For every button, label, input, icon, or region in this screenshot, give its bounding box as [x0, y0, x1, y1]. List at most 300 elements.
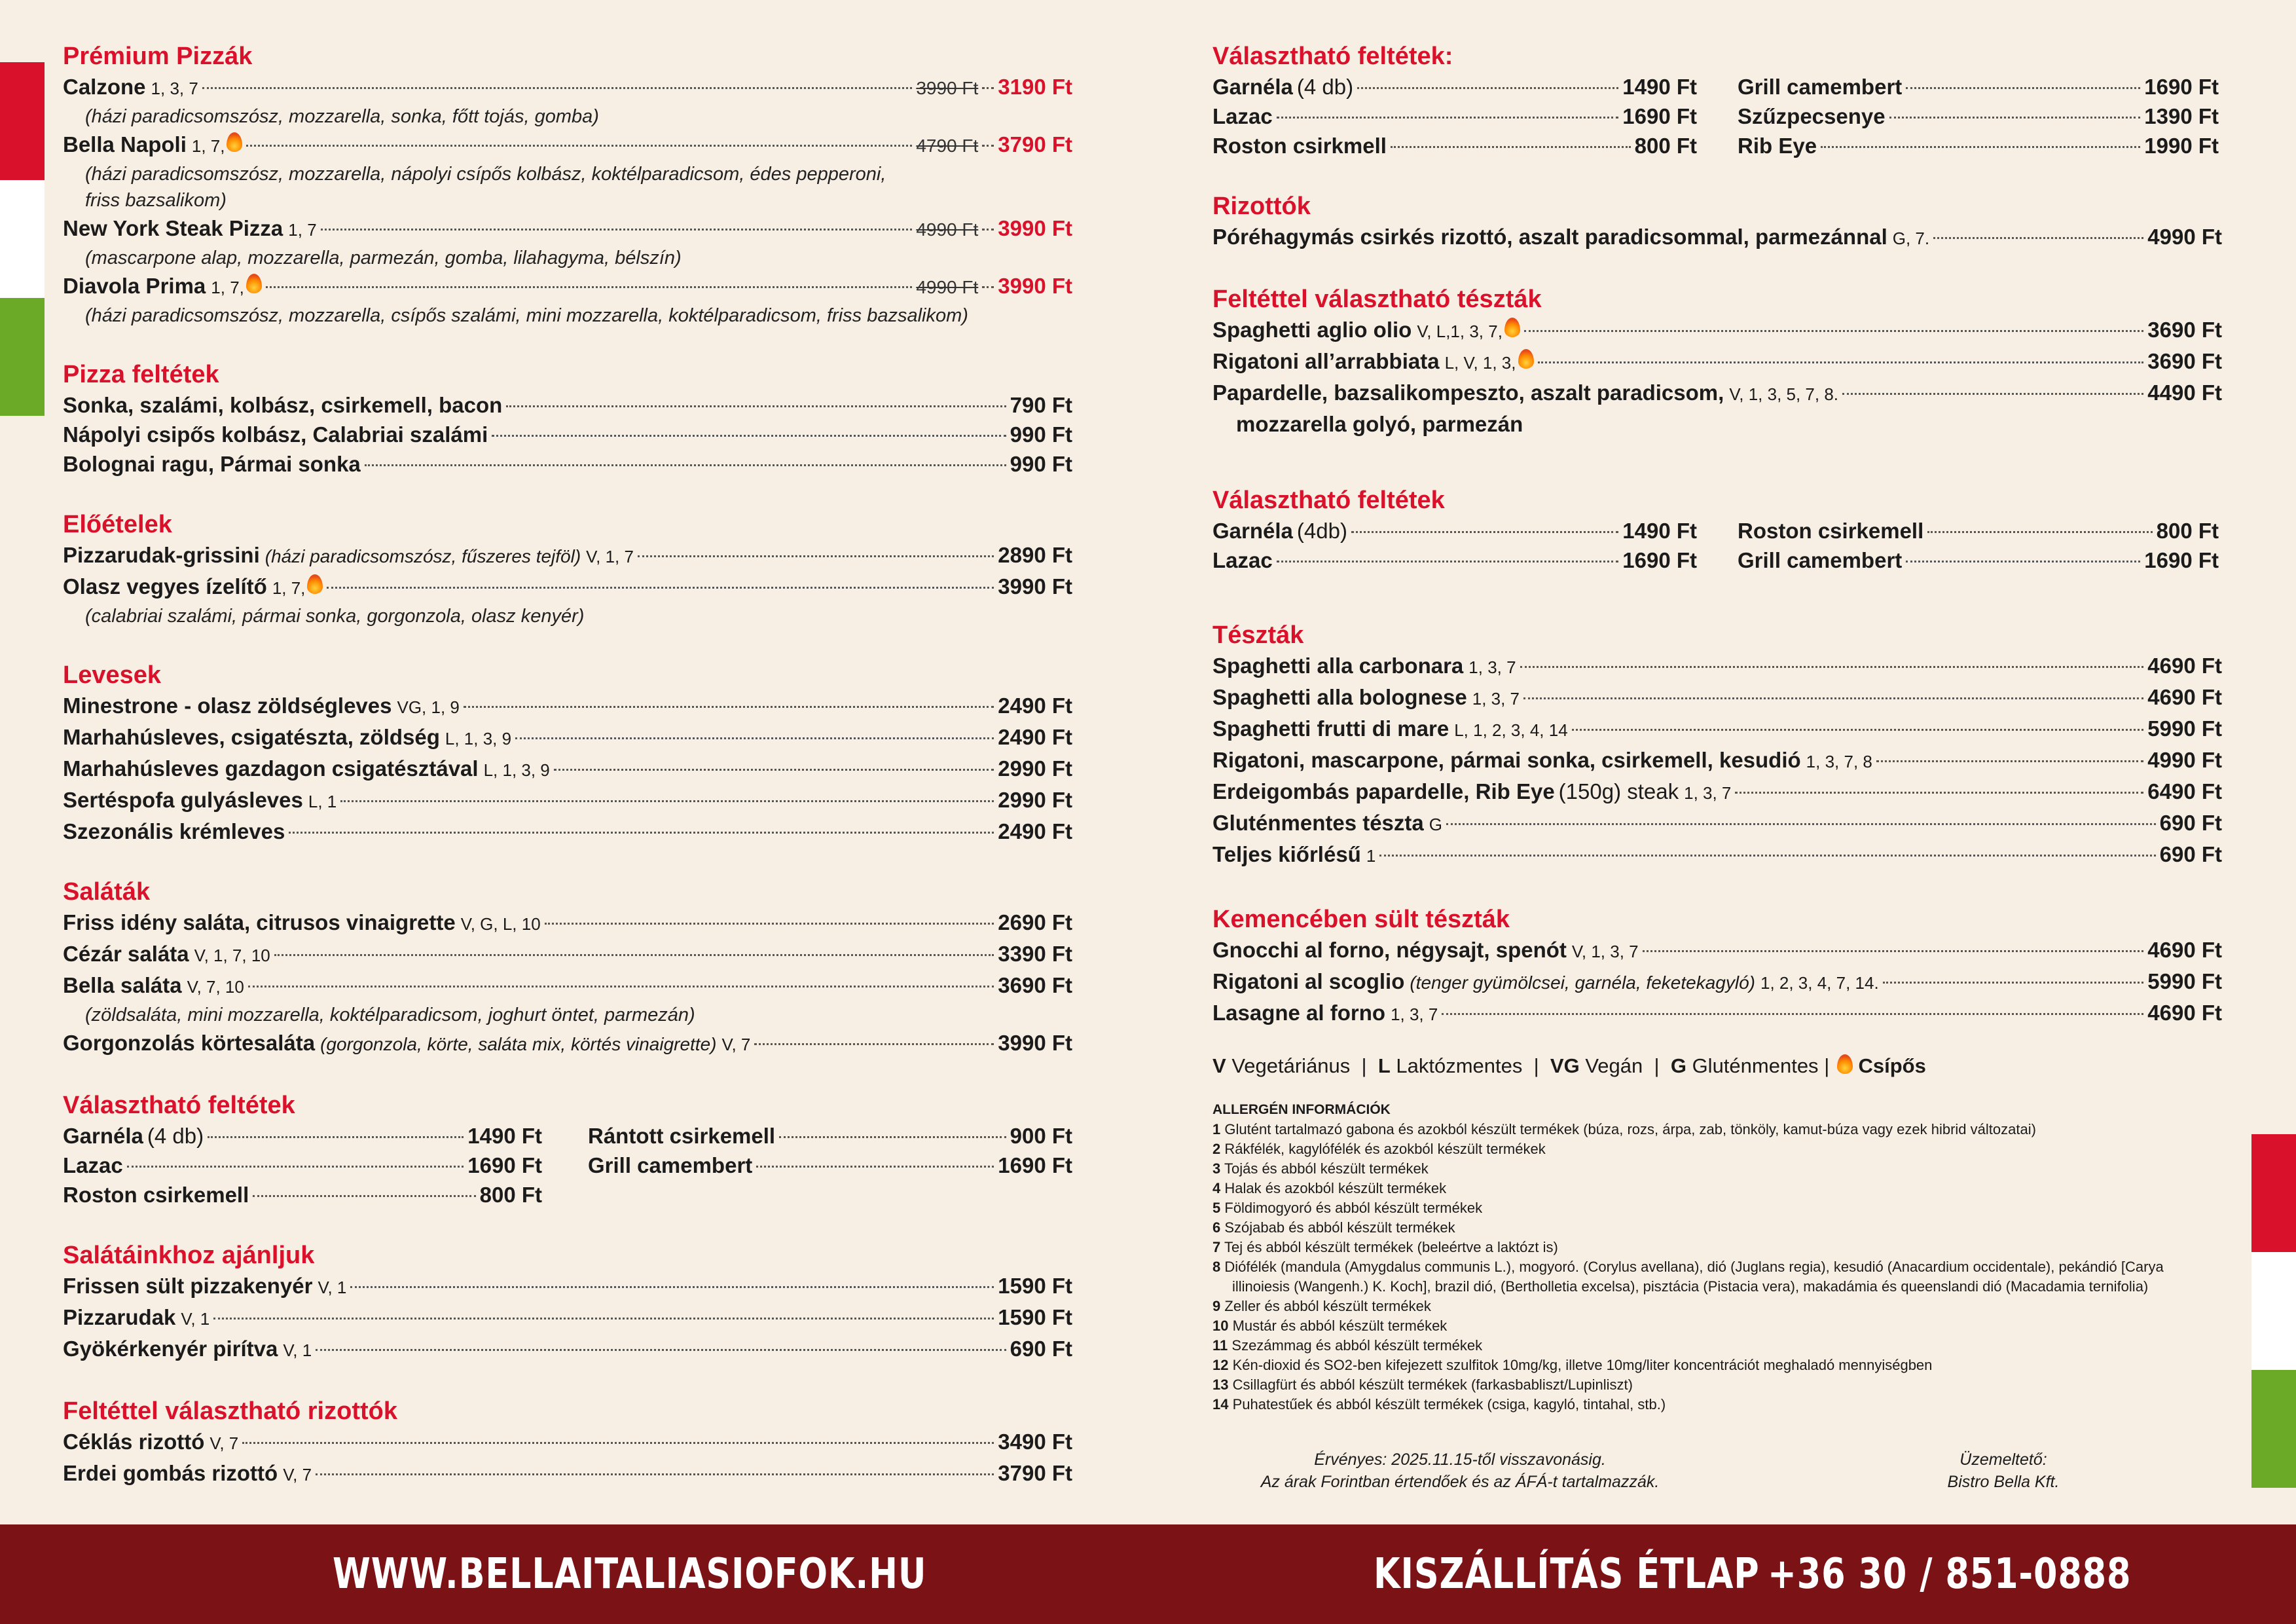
item-allergens: L, V, 1, 3, — [1444, 353, 1516, 373]
menu-item — [1212, 346, 2222, 378]
allergen-row — [1212, 1395, 2222, 1414]
dot-leader — [754, 1043, 994, 1045]
menu-item — [63, 1427, 1072, 1458]
allergen-info — [1212, 1100, 2222, 1414]
section-title: Előételek — [63, 511, 172, 538]
item-name: Gorgonzolás körtesaláta — [63, 1031, 316, 1055]
dot-leader — [127, 1166, 464, 1168]
item-note: (tenger gyümölcsei, garnéla, feketekagyló) — [1410, 972, 1755, 993]
validity-line: Az árak Forintban értendőek és az ÁFÁ-t tartalmazzák. — [1260, 1473, 1660, 1491]
legend-key: VG — [1550, 1054, 1580, 1077]
item-price: 3690 Ft — [2147, 349, 2222, 373]
allergen-text: Tojás és abból készült termékek — [1224, 1160, 1429, 1177]
allergen-number: 3 — [1212, 1160, 1221, 1177]
dot-leader — [1933, 237, 2143, 239]
menu-left-column — [63, 41, 1072, 1520]
legend-key: L — [1377, 1054, 1391, 1077]
item-portion: (4db) — [1296, 519, 1347, 543]
menu-item — [63, 72, 1072, 103]
dot-leader — [248, 986, 994, 987]
dot-leader — [1277, 117, 1619, 119]
item-name: Minestrone - olasz zöldségleves — [63, 693, 392, 718]
legend-label: Gluténmentes — [1692, 1054, 1819, 1077]
item-price: 3990 Ft — [998, 216, 1072, 240]
dot-leader — [982, 87, 994, 89]
section-extras-main — [1212, 41, 2222, 160]
item-price: 990 Ft — [1010, 422, 1072, 447]
dot-leader — [202, 87, 913, 89]
item-allergens: V, L,1, 3, 7, — [1417, 322, 1503, 341]
item-description: (házi paradicsomszósz, mozzarella, csípős szalámi, mini mozzarella, koktélparadicsom, friss bazsalikom) — [85, 305, 968, 326]
menu-item — [63, 271, 1072, 303]
dot-leader — [274, 954, 994, 956]
dot-leader — [1735, 792, 2143, 794]
menu-item — [63, 817, 1072, 846]
operator-label: Üzemeltető: — [1959, 1450, 2047, 1469]
allergen-row — [1212, 1297, 2222, 1316]
item-name: Bolognai ragu, Pármai sonka — [63, 452, 361, 476]
legend-label: Laktózmentes — [1396, 1054, 1523, 1077]
flag-white-band — [2251, 1252, 2296, 1370]
flag-red-band — [0, 62, 45, 180]
item-name: Roston csirkemell — [63, 1183, 249, 1207]
section-title: Választható feltétek — [1212, 487, 1445, 514]
allergen-row — [1212, 1218, 2222, 1238]
allergen-number: 5 — [1212, 1200, 1221, 1216]
item-name: Rigatoni al scoglio — [1212, 969, 1405, 993]
item-name: Calzone — [63, 75, 146, 99]
old-price: 3990 Ft — [916, 78, 979, 98]
allergen-number: 7 — [1212, 1239, 1221, 1255]
dot-leader — [266, 286, 912, 288]
item-name: Sonka, szalámi, kolbász, csirkemell, bacon — [63, 393, 503, 417]
dot-leader — [1351, 531, 1618, 533]
item-allergens: V, 1 — [283, 1340, 312, 1360]
legend-separator: | — [1824, 1054, 1830, 1077]
item-price: 2490 Ft — [998, 693, 1072, 718]
extras-grid — [63, 1121, 1072, 1209]
dot-leader — [327, 587, 994, 589]
item-allergens: 1, 3, 7, 8 — [1806, 752, 1872, 771]
item-note: (gorgonzola, körte, saláta mix, körtés vinaigrette) — [320, 1034, 717, 1054]
extras-column — [588, 1121, 1072, 1209]
menu-item — [1212, 651, 2222, 682]
website-link[interactable]: WWW.BELLAITALIASIOFOK.HU — [333, 1550, 927, 1598]
item-price: 4490 Ft — [2147, 380, 2222, 405]
delivery-menu-label: KISZÁLLÍTÁS ÉTLAP — [1374, 1550, 1760, 1598]
dot-leader — [1821, 146, 2140, 148]
item-portion: (150g) steak — [1558, 779, 1679, 803]
legend-separator: | — [1533, 1054, 1539, 1077]
item-price: 2990 Ft — [998, 756, 1072, 781]
legend-separator: | — [1654, 1054, 1660, 1077]
dot-leader — [1524, 330, 2143, 332]
dot-leader — [515, 737, 994, 739]
section-premium-pizzas — [63, 41, 1072, 329]
validity-note — [1218, 1449, 1702, 1493]
fire-icon — [227, 132, 242, 152]
fire-icon — [1518, 349, 1534, 369]
dot-leader — [1889, 117, 2141, 119]
section-risottos — [1212, 191, 2222, 253]
item-allergens: V, G, L, 10 — [460, 914, 541, 934]
item-description: (calabriai szalámi, pármai sonka, gorgonzola, olasz kenyér) — [85, 606, 585, 627]
item-name: Gluténmentes tészta — [1212, 811, 1424, 835]
menu-item — [1212, 777, 2222, 808]
allergen-row — [1212, 1120, 2222, 1139]
menu-item — [1212, 222, 2222, 253]
item-price: 1690 Ft — [998, 1153, 1072, 1177]
allergen-text: Glutént tartalmazó gabona és azokból készült termékek (búza, rozs, árpa, zab, tönköly, kamut-búza vagy ezek hibrid változatai) — [1224, 1121, 2036, 1137]
extras-column — [1212, 72, 1697, 160]
item-price: 1990 Ft — [2144, 134, 2219, 158]
item-allergens: 1, 7 — [288, 220, 317, 240]
menu-item — [63, 572, 1072, 603]
flag-white-band — [0, 180, 45, 298]
dot-leader — [1277, 561, 1619, 563]
item-allergens: 1, 3, 7 — [1468, 657, 1516, 677]
dot-leader — [1391, 146, 1631, 148]
dot-leader — [340, 800, 994, 802]
item-allergens: 1, 3, 7 — [151, 79, 198, 98]
item-name: Spaghetti alla bolognese — [1212, 685, 1467, 709]
item-allergens: V, 7, 10 — [187, 977, 244, 997]
section-title: Pizza feltétek — [63, 361, 219, 388]
item-portion: (4 db) — [147, 1124, 204, 1148]
section-title: Levesek — [63, 661, 162, 689]
menu-item — [1738, 101, 2219, 131]
phone-number[interactable]: +36 30 / 851-0888 — [1768, 1550, 2132, 1598]
item-name: Spaghetti frutti di mare — [1212, 716, 1449, 741]
dot-leader — [638, 555, 994, 557]
item-allergens: V, 1 — [318, 1278, 347, 1297]
item-price: 800 Ft — [479, 1183, 542, 1207]
item-name: Spaghetti alla carbonara — [1212, 654, 1464, 678]
item-price: 3990 Ft — [998, 274, 1072, 298]
item-name: Garnéla — [1212, 75, 1293, 99]
item-price: 3690 Ft — [2147, 318, 2222, 342]
item-price: 690 Ft — [2159, 811, 2222, 835]
dot-leader — [982, 229, 994, 231]
item-allergens: V, 7 — [210, 1433, 239, 1453]
menu-item — [63, 1271, 1072, 1302]
menu-item — [1738, 545, 2219, 575]
item-price: 5990 Ft — [2147, 716, 2222, 741]
menu-item — [1212, 378, 2222, 409]
item-name: Erdeigombás papardelle, Rib Eye — [1212, 779, 1555, 803]
item-name: Lazac — [1212, 548, 1273, 572]
validity-line: Érvényes: 2025.11.15-től visszavonásig. — [1314, 1450, 1606, 1469]
allergen-text: Halak és azokból készült termékek — [1224, 1180, 1447, 1196]
dot-leader — [365, 464, 1006, 466]
item-name: Rib Eye — [1738, 134, 1817, 158]
item-allergens: V, 1, 3, 7 — [1571, 942, 1639, 961]
menu-item — [1212, 967, 2222, 998]
item-name: Szűzpecsenye — [1738, 104, 1886, 128]
item-name: Céklás rizottó — [63, 1430, 205, 1454]
italian-flag-stripe-right — [2251, 1134, 2296, 1488]
item-description: (házi paradicsomszósz, mozzarella, sonka, főtt tojás, gomba) — [85, 106, 599, 127]
item-name: Garnéla — [63, 1124, 143, 1148]
item-price: 2690 Ft — [998, 910, 1072, 934]
dot-leader — [1446, 823, 2156, 825]
menu-item — [63, 1028, 1072, 1060]
item-allergens: V, 7 — [283, 1465, 312, 1485]
item-name: Sertéspofa gulyásleves — [63, 788, 303, 812]
allergen-row — [1212, 1198, 2222, 1218]
menu-item — [588, 1151, 1072, 1180]
item-allergens: L, 1, 2, 3, 4, 14 — [1454, 720, 1568, 740]
allergen-row — [1212, 1336, 2222, 1356]
item-name: Grill camembert — [588, 1153, 753, 1177]
item-name: Friss idény saláta, citrusos vinaigrette — [63, 910, 456, 934]
item-allergens: 1 — [1366, 846, 1376, 866]
item-allergens: L, 1, 3, 9 — [445, 729, 512, 748]
section-salad-extras — [63, 1090, 1072, 1209]
menu-item — [1212, 516, 1697, 545]
dot-leader — [321, 229, 913, 231]
dot-leader — [316, 1349, 1006, 1351]
section-title: Salátáinkhoz ajánljuk — [63, 1242, 315, 1269]
old-price: 4790 Ft — [916, 136, 979, 156]
operator-note — [1872, 1449, 2134, 1493]
menu-item — [1738, 516, 2219, 545]
section-title: Rizottók — [1212, 193, 1311, 220]
item-allergens: G, 7. — [1892, 229, 1930, 248]
menu-item — [63, 390, 1072, 420]
item-price: 1390 Ft — [2144, 104, 2219, 128]
menu-item — [63, 1121, 542, 1151]
dot-leader — [1538, 361, 2144, 363]
legend-label: Vegetáriánus — [1231, 1054, 1351, 1077]
item-description: (házi paradicsomszósz, mozzarella, nápolyi csípős kolbász, koktélparadicsom, édes pepperoni, — [85, 164, 886, 185]
item-name: Gnocchi al forno, négysajt, spenót — [1212, 938, 1567, 962]
allergen-text: Szezámmag és abból készült termékek — [1231, 1337, 1483, 1354]
dot-leader — [982, 286, 994, 288]
item-name: Rigatoni all’arrabbiata — [1212, 349, 1440, 373]
dietary-legend — [1212, 1052, 2222, 1080]
dot-leader — [982, 145, 994, 147]
menu-item — [63, 1180, 542, 1209]
menu-item — [1212, 808, 2222, 840]
fire-icon — [1837, 1054, 1853, 1074]
dot-leader — [779, 1136, 1006, 1138]
allergen-number: 8 — [1212, 1259, 1221, 1275]
dot-leader — [506, 405, 1006, 407]
section-title: Prémium Pizzák — [63, 43, 253, 70]
item-allergens: 1, 7, — [272, 578, 306, 598]
item-allergens: 1, 7, — [191, 136, 225, 156]
menu-item — [1212, 72, 1697, 101]
item-price: 690 Ft — [1010, 1337, 1072, 1361]
allergen-text: Kén-dioxid és SO2-ben kifejezett szulfitok 10mg/kg, illetve 10mg/liter koncentrációt meghaladó mennyiségben — [1232, 1357, 1933, 1373]
allergen-list — [1212, 1120, 2222, 1414]
item-name: Spaghetti aglio olio — [1212, 318, 1412, 342]
allergen-text: Szójabab és abból készült termékek — [1224, 1219, 1455, 1236]
dot-leader — [1842, 393, 2143, 395]
section-salads — [63, 876, 1072, 1060]
footer-bar — [0, 1524, 2296, 1624]
menu-item — [1212, 131, 1697, 160]
item-allergens: L, 1, 3, 9 — [483, 760, 550, 780]
legend-label: Csípős — [1858, 1054, 1926, 1077]
item-allergens: 1, 2, 3, 4, 7, 14. — [1760, 973, 1879, 993]
allergen-text: Rákfélék, kagylófélék és azokból készült termékek — [1224, 1141, 1546, 1157]
item-name: Garnéla — [1212, 519, 1293, 543]
italian-flag-stripe-left — [0, 62, 45, 416]
menu-item — [63, 449, 1072, 479]
allergen-row — [1212, 1139, 2222, 1159]
item-name: Rántott csirkemell — [588, 1124, 776, 1148]
old-price: 4990 Ft — [916, 219, 979, 240]
dot-leader — [1572, 729, 2144, 731]
menu-item — [1738, 72, 2219, 101]
item-price: 5990 Ft — [2147, 969, 2222, 993]
menu-item — [1738, 131, 2219, 160]
section-salad-recommendations — [63, 1240, 1072, 1365]
item-price: 800 Ft — [2156, 519, 2219, 543]
item-price: 1690 Ft — [467, 1153, 542, 1177]
item-price: 4690 Ft — [2147, 938, 2222, 962]
section-title: Kemencében sült tészták — [1212, 906, 1510, 933]
item-price: 690 Ft — [2159, 842, 2222, 866]
allergen-row — [1212, 1159, 2222, 1179]
item-name: New York Steak Pizza — [63, 216, 283, 240]
legend-key: V — [1212, 1054, 1226, 1077]
item-allergens: VG, 1, 9 — [397, 697, 460, 717]
item-name: Erdei gombás rizottó — [63, 1461, 278, 1485]
legend-key: G — [1670, 1054, 1686, 1077]
allergen-row — [1212, 1179, 2222, 1198]
allergen-number: 2 — [1212, 1141, 1221, 1157]
menu-item — [1212, 101, 1697, 131]
item-price: 900 Ft — [1010, 1124, 1072, 1148]
section-risotto-options — [63, 1395, 1072, 1490]
section-baked-pastas — [1212, 904, 2222, 1029]
menu-item — [63, 213, 1072, 245]
menu-item — [63, 420, 1072, 449]
fire-icon — [307, 574, 323, 594]
item-price: 3490 Ft — [998, 1430, 1072, 1454]
flag-red-band — [2251, 1134, 2296, 1252]
item-name: Grill camembert — [1738, 548, 1903, 572]
allergen-text: Mustár és abból készült termékek — [1232, 1318, 1448, 1334]
menu-item — [63, 130, 1072, 161]
item-price: 2490 Ft — [998, 819, 1072, 843]
item-description: friss bazsalikom) — [85, 190, 227, 211]
item-price: 790 Ft — [1010, 393, 1072, 417]
item-allergens: V, 1, 7 — [586, 547, 634, 566]
menu-item — [1212, 682, 2222, 714]
dot-leader — [1523, 697, 2143, 699]
allergen-row — [1212, 1238, 2222, 1257]
allergen-text: Puhatestűek és abból készült termékek (csiga, kagyló, tintahal, stb.) — [1232, 1396, 1666, 1412]
menu-item — [588, 1121, 1072, 1151]
flag-green-band — [0, 298, 45, 416]
dot-leader — [464, 706, 994, 708]
item-name: Pizzarudak — [63, 1305, 176, 1329]
allergen-row — [1212, 1316, 2222, 1336]
extras-column — [63, 1121, 542, 1209]
menu-item — [63, 970, 1072, 1002]
allergen-number: 9 — [1212, 1298, 1221, 1314]
item-name: Diavola Prima — [63, 274, 206, 298]
section-soups — [63, 659, 1072, 846]
menu-item — [63, 1334, 1072, 1365]
section-title: Tészták — [1212, 621, 1304, 649]
menu-item — [63, 754, 1072, 785]
dot-leader — [213, 1318, 994, 1320]
dot-leader — [1357, 87, 1618, 89]
item-price: 4990 Ft — [2147, 225, 2222, 249]
menu-item — [1212, 545, 1697, 575]
section-pasta-options — [1212, 284, 2222, 439]
section-title: Feltéttel választható tészták — [1212, 286, 1542, 313]
item-price: 2990 Ft — [998, 788, 1072, 812]
item-price: 2890 Ft — [998, 543, 1072, 567]
item-allergens: 1, 3, 7 — [1472, 689, 1520, 709]
item-name: Olasz vegyes ízelítő — [63, 574, 267, 599]
item-name: Pizzarudak-grissini — [63, 543, 260, 567]
item-name: Lazac — [1212, 104, 1273, 128]
section-title: Választható feltétek — [63, 1092, 295, 1119]
item-name: Frissen sült pizzakenyér — [63, 1274, 313, 1298]
item-name: Gyökérkenyér pirítva — [63, 1337, 278, 1361]
item-price: 3990 Ft — [998, 1031, 1072, 1055]
item-name: Lazac — [63, 1153, 123, 1177]
item-allergens: V, 1 — [181, 1309, 210, 1329]
menu-item — [63, 939, 1072, 970]
item-allergens: 1, 7, — [211, 278, 244, 297]
item-price: 1690 Ft — [1622, 104, 1697, 128]
menu-right-column — [1212, 41, 2222, 1414]
dot-leader — [1379, 855, 2155, 857]
item-name: Grill camembert — [1738, 75, 1903, 99]
item-price: 6490 Ft — [2147, 779, 2222, 803]
dot-leader — [545, 923, 994, 925]
menu-item — [63, 722, 1072, 754]
allergen-number: 13 — [1212, 1376, 1229, 1393]
allergen-text: Csillagfürt és abból készült termékek (farkasbabliszt/Lupinliszt) — [1232, 1376, 1633, 1393]
section-pastas — [1212, 619, 2222, 871]
item-price: 3990 Ft — [998, 574, 1072, 599]
item-allergens: V, 7 — [721, 1035, 751, 1054]
allergen-row — [1212, 1375, 2222, 1395]
item-name: Roston csirkemell — [1738, 519, 1924, 543]
fire-icon — [1504, 318, 1520, 337]
menu-item — [63, 908, 1072, 939]
menu-item — [1212, 714, 2222, 745]
allergen-text: Zeller és abból készült termékek — [1224, 1298, 1431, 1314]
extras-column — [1738, 516, 2219, 575]
dot-leader — [350, 1286, 994, 1288]
dot-leader — [1520, 666, 2144, 668]
section-title: Választható feltétek: — [1212, 43, 1453, 70]
dot-leader — [1643, 950, 2144, 952]
item-price: 1590 Ft — [998, 1274, 1072, 1298]
item-name: Szezonális krémleves — [63, 819, 285, 843]
item-price: 1490 Ft — [1622, 519, 1697, 543]
item-name: Bella saláta — [63, 973, 182, 997]
item-name: Rigatoni, mascarpone, pármai sonka, csirkemell, kesudió — [1212, 748, 1801, 772]
legend-label: Vegán — [1585, 1054, 1643, 1077]
menu-item — [63, 691, 1072, 722]
item-allergens: G — [1429, 815, 1442, 834]
item-name: Lasagne al forno — [1212, 1001, 1386, 1025]
item-price: 2490 Ft — [998, 725, 1072, 749]
item-name: Póréhagymás csirkés rizottó, aszalt paradicsommal, parmezánnal — [1212, 225, 1887, 249]
allergen-number: 11 — [1212, 1337, 1228, 1354]
